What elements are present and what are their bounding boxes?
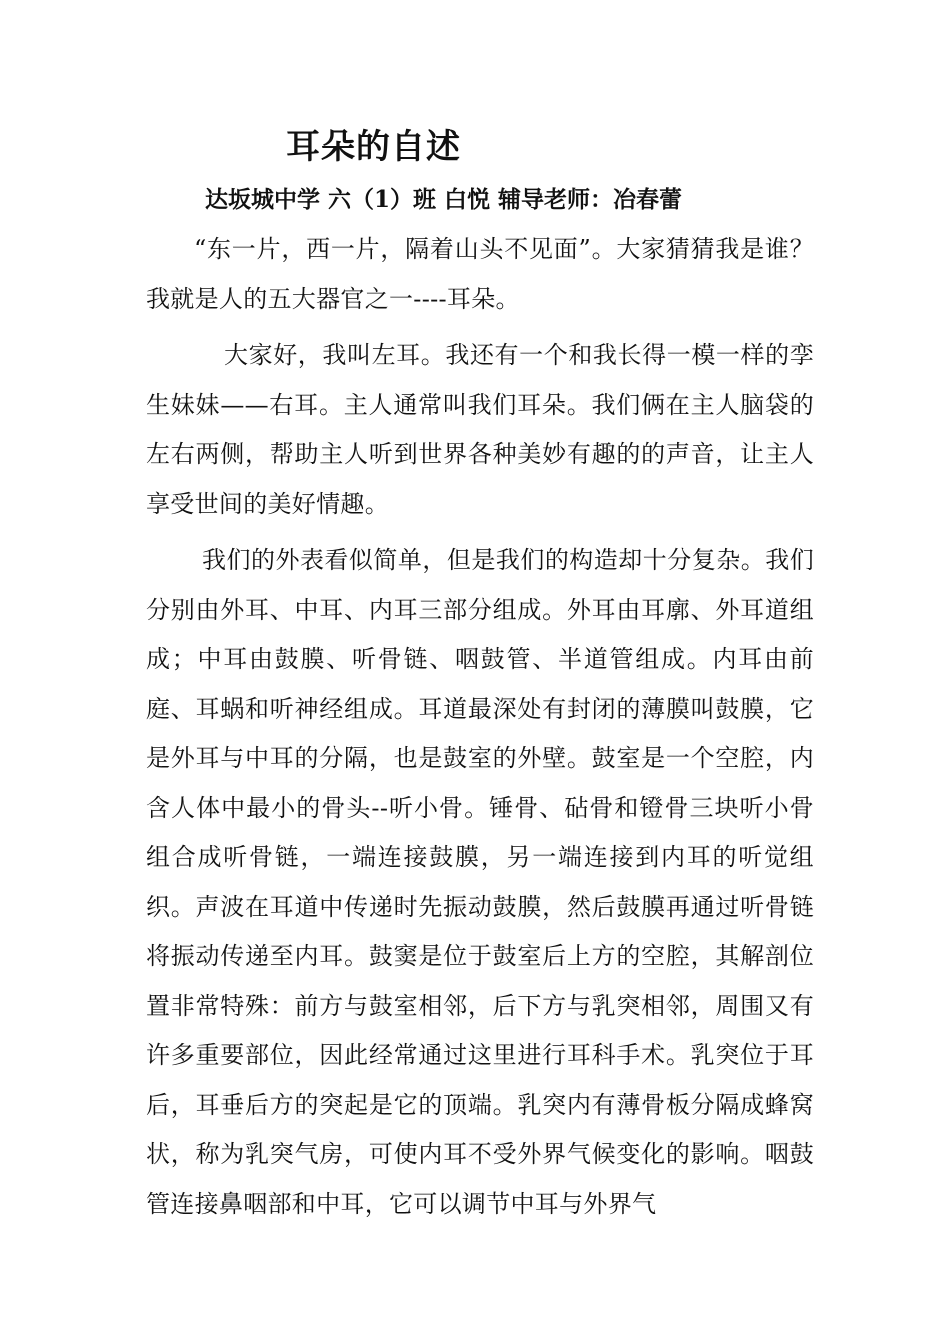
author-byline: 达坂城中学 六（1）班 白悦 辅导老师：冶春蕾 [205,186,683,213]
paragraph-riddle: “东一片，西一片，隔着山头不见面”。大家猜猜我是谁？我就是人的五大器官之一----耳朵。 [146,235,814,313]
paragraph-introduction: 大家好，我叫左耳。我还有一个和我长得一模一样的孪生妹妹——右耳。主人通常叫我们耳朵。我们俩在主人脑袋的左右两侧，帮助主人听到世界各种美妙有趣的的声音，让主人享受世间的美好情趣。 [146,341,814,518]
document-title: 耳朵的自述 [286,127,461,167]
paragraph-structure: 我们的外表看似简单，但是我们的构造却十分复杂。我们分别由外耳、中耳、内耳三部分组成。外耳由耳廓、外耳道组成；中耳由鼓膜、听骨链、咽鼓管、半道管组成。内耳由前庭、耳蜗和听神经组成。耳道最深处有封闭的薄膜叫鼓膜，它是外耳与中耳的分隔，也是鼓室的外壁。鼓室是一个空腔，内含人体中最小的骨头--听小骨。锤骨、砧骨和镫骨三块听小骨组合成听骨链，一端连接鼓膜，另一端连接到内耳的听觉组织。声波在耳道中传递时先振动鼓膜，然后鼓膜再通过听骨链将振动传递至内耳。鼓窦是位于鼓室后上方的空腔，其解剖位置非常特殊：前方与鼓室相邻，后下方与乳突相邻，周围又有许多重要部位，因此经常通过这里进行耳科手术。乳突位于耳后，耳垂后方的突起是它的顶端。乳突内有薄骨板分隔成蜂窝状，称为乳突气房，可使内耳不受外界气候变化的影响。咽鼓管连接鼻咽部和中耳，它可以调节中耳与外界气 [146,546,814,1218]
document-body [146,225,814,1229]
